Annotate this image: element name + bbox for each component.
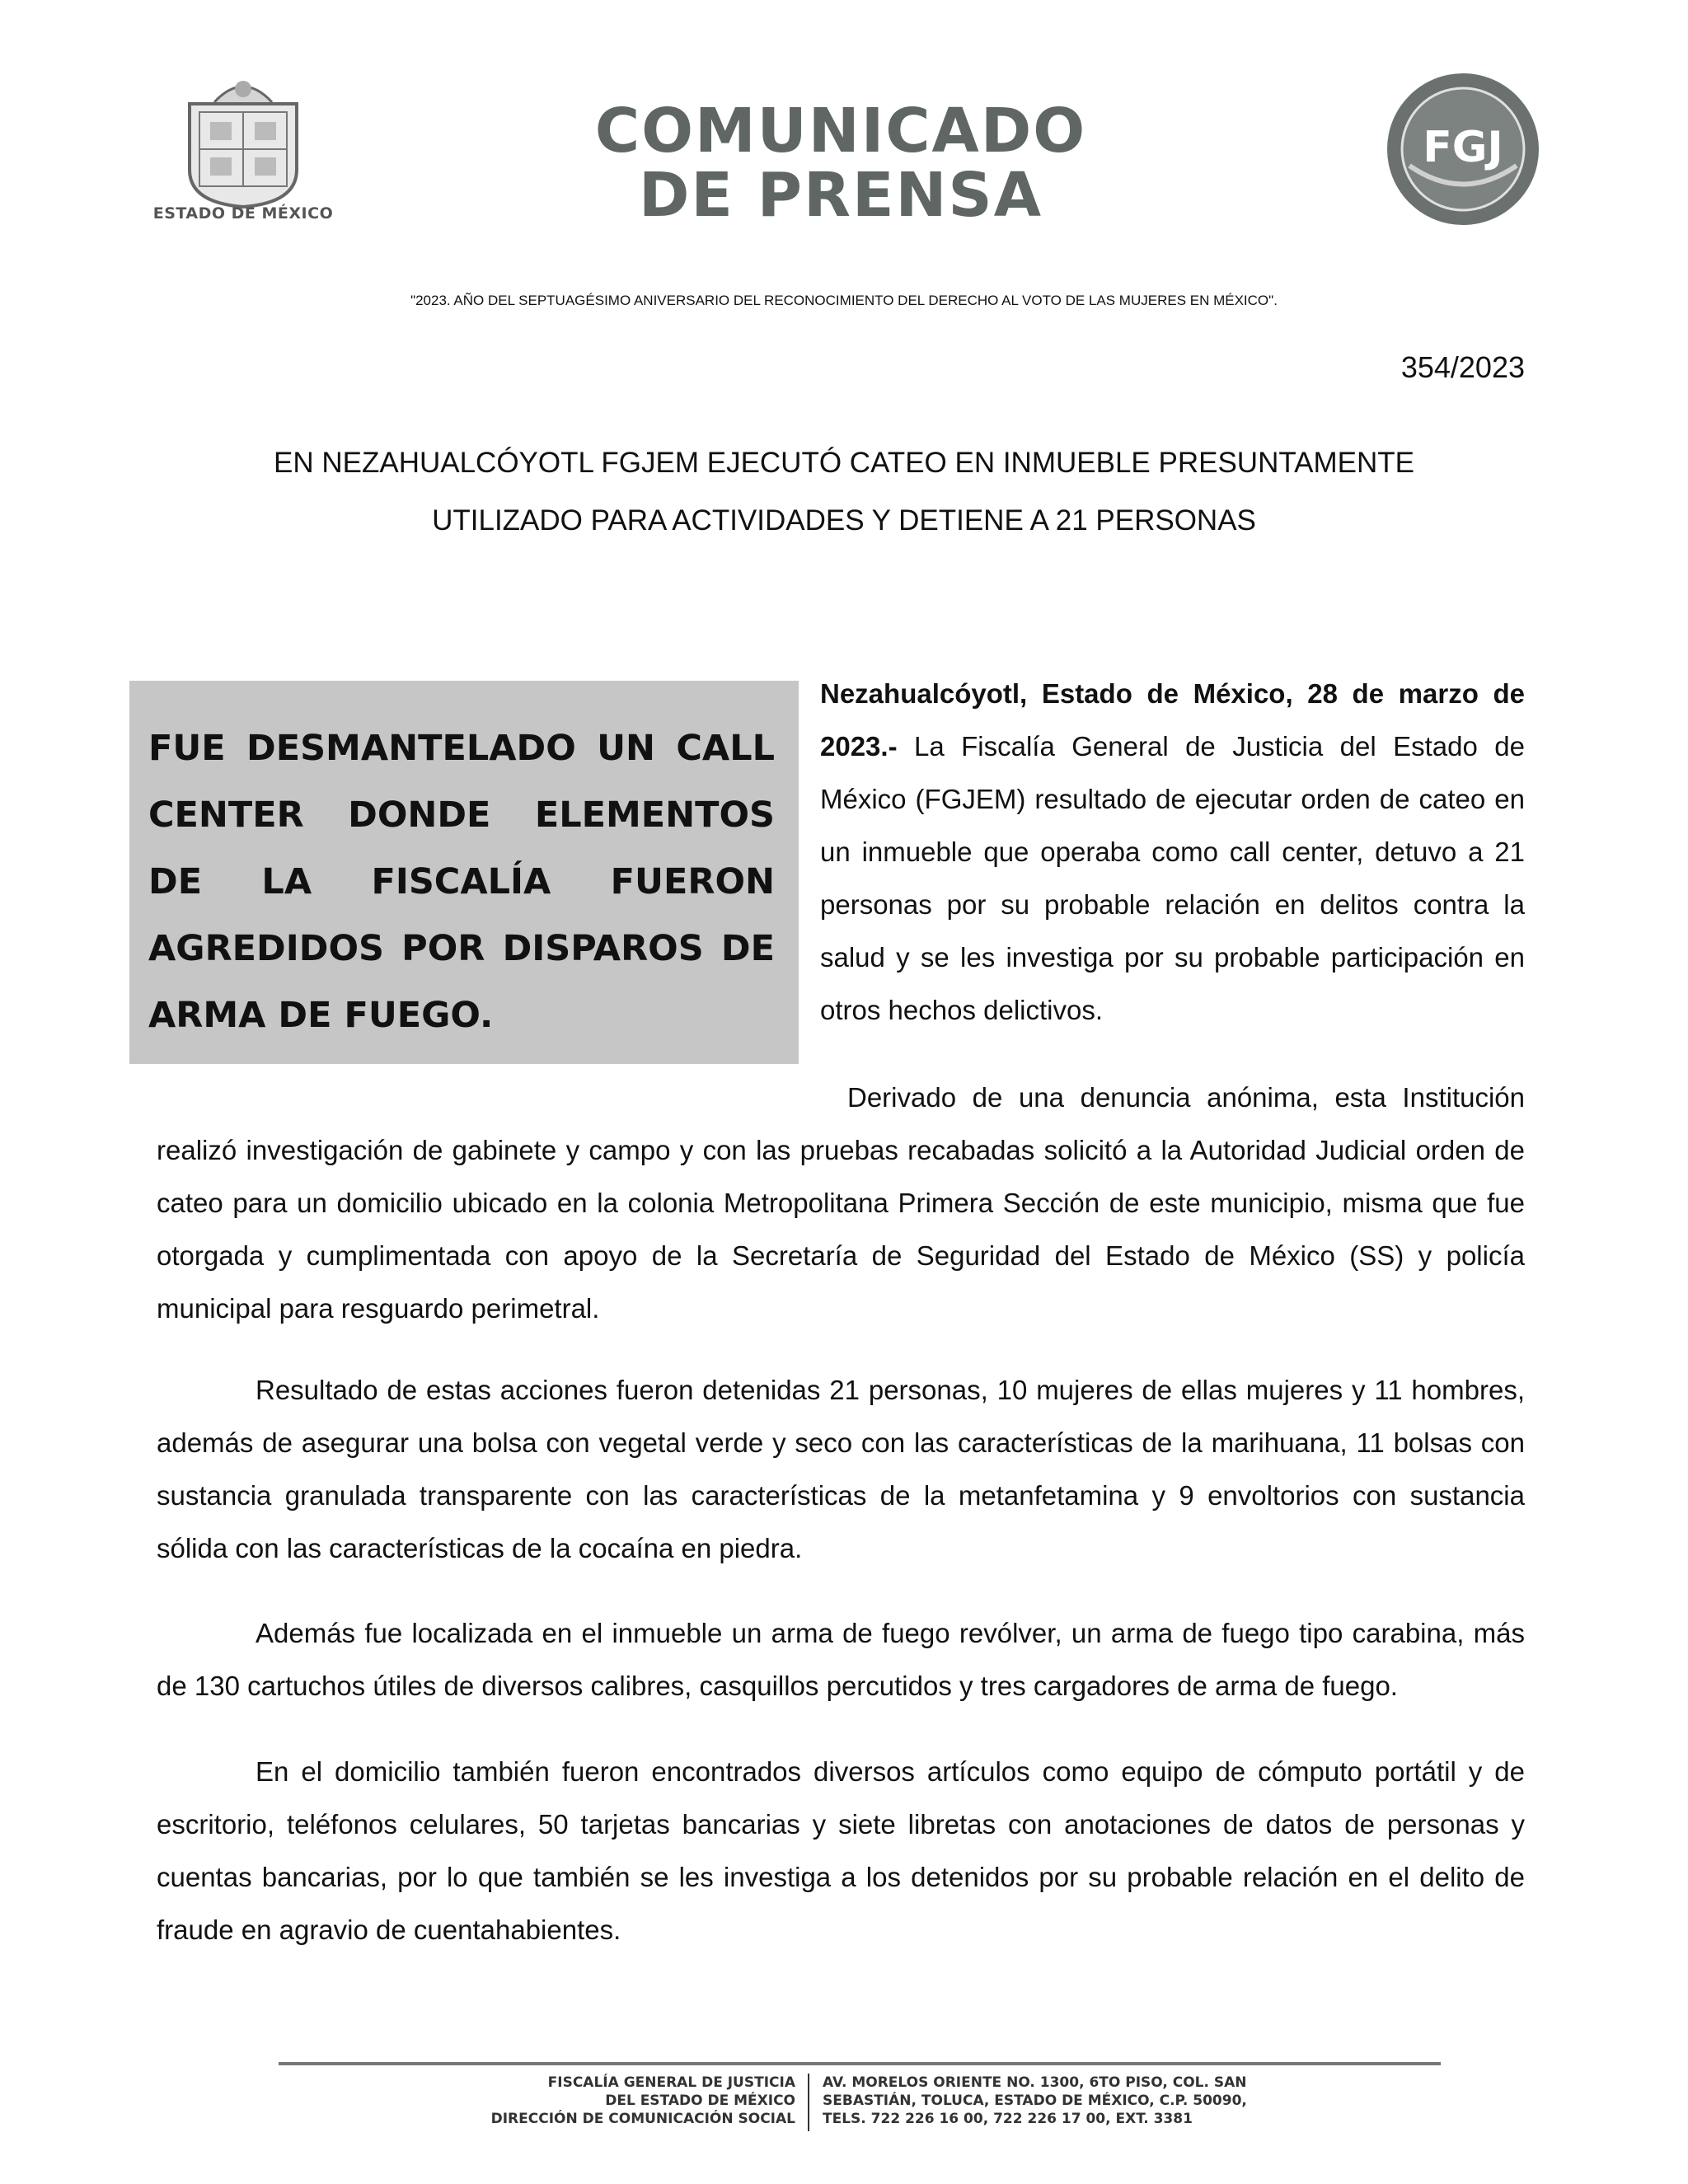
footer-rule	[279, 2062, 1441, 2065]
footer-address-line-3: TELS. 722 226 16 00, 722 226 17 00, EXT. 3381	[823, 2111, 1193, 2127]
release-number: 354/2023	[1400, 350, 1525, 384]
footer-office-line-2: DEL ESTADO DE MÉXICO	[605, 2093, 795, 2109]
footer-office-line-1: FISCALÍA GENERAL DE JUSTICIA	[547, 2074, 795, 2091]
year-motto: "2023. AÑO DEL SEPTUAGÉSIMO ANIVERSARIO DEL RECONOCIMIENTO DEL DERECHO AL VOTO DE LAS MUJERES EN MÉXICO".	[410, 293, 1278, 308]
footer-office-line-3: DIRECCIÓN DE COMUNICACIÓN SOCIAL	[490, 2111, 795, 2127]
page-title	[462, 96, 1220, 231]
fgj-seal-icon	[1385, 71, 1541, 227]
lead-text: La Fiscalía General de Justicia del Estado de México (FGJEM) resultado de ejecutar orden de cateo en un inmueble que operaba como call center, detuvo a 21 personas por su probable relación en delitos contra la salud y se les investiga por su probable participación en otros hechos delictivos.	[820, 731, 1525, 1025]
highlight-text: FUE DESMANTELADO UN CALL CENTER DONDE ELEMENTOS DE LA FISCALÍA FUERON AGREDIDOS POR DISPAROS DE ARMA DE FUEGO.	[148, 728, 775, 1036]
footer-address	[823, 2074, 1350, 2128]
headline-line-1: EN NEZAHUALCÓYOTL FGJEM EJECUTÓ CATEO EN INMUEBLE PRESUNTAMENTE	[274, 447, 1414, 479]
dateline: Nezahualcóyotl, Estado de México, 28 de marzo de 2023.-	[820, 678, 1525, 762]
estado-de-mexico-crest-icon	[181, 71, 305, 211]
crest-caption: ESTADO DE MÉXICO	[152, 204, 334, 223]
footer-address-line-1: AV. MORELOS ORIENTE NO. 1300, 6TO PISO, COL. SAN	[823, 2074, 1247, 2091]
paragraph-2: Resultado de estas acciones fueron detenidas 21 personas, 10 mujeres de ellas mujeres y 11 hombres, además de asegurar una bolsa con vegetal verde y seco con las características de la marihuana, 11 bolsas con sustancia granulada transparente con las características de la metanfetamina y 9 envoltorios con sustancia sólida con las características de la cocaína en piedra.	[157, 1375, 1525, 1563]
footer-office	[396, 2074, 795, 2128]
paragraph-4: En el domicilio también fueron encontrados diversos artículos como equipo de cómputo portátil y de escritorio, teléfonos celulares, 50 tarjetas bancarias y siete libretas con anotaciones de datos de personas y cuentas bancarias, por lo que también se les investiga a los detenidos por su probable relación en el delito de fraude en agravio de cuentahabientes.	[157, 1756, 1525, 1945]
headline-line-2: UTILIZADO PARA ACTIVIDADES Y DETIENE A 21 PERSONAS	[432, 504, 1256, 537]
seal-text: FGJ	[1423, 123, 1503, 172]
title-line-2: DE PRENSA	[638, 160, 1043, 231]
title-line-1: COMUNICADO	[594, 96, 1087, 166]
paragraph-3: Además fue localizada en el inmueble un arma de fuego revólver, un arma de fuego tipo carabina, más de 130 cartuchos útiles de diversos calibres, casquillos percutidos y tres cargadores de arma de fuego.	[157, 1618, 1525, 1701]
lead-paragraph	[820, 668, 1525, 1037]
footer-divider	[808, 2074, 809, 2131]
footer-address-line-2: SEBASTIÁN, TOLUCA, ESTADO DE MÉXICO, C.P. 50090,	[823, 2093, 1247, 2109]
headline	[165, 434, 1523, 550]
paragraph-1: Derivado de una denuncia anónima, esta Institución realizó investigación de gabinete y campo y con las pruebas recabadas solicitó a la Autoridad Judicial orden de cateo para un domicilio ubicado en la colonia Metropolitana Primera Sección de este municipio, misma que fue otorgada y cumplimentada con apoyo de la Secretaría de Seguridad del Estado de México (SS) y policía municipal para resguardo perimetral.	[157, 1082, 1525, 1324]
